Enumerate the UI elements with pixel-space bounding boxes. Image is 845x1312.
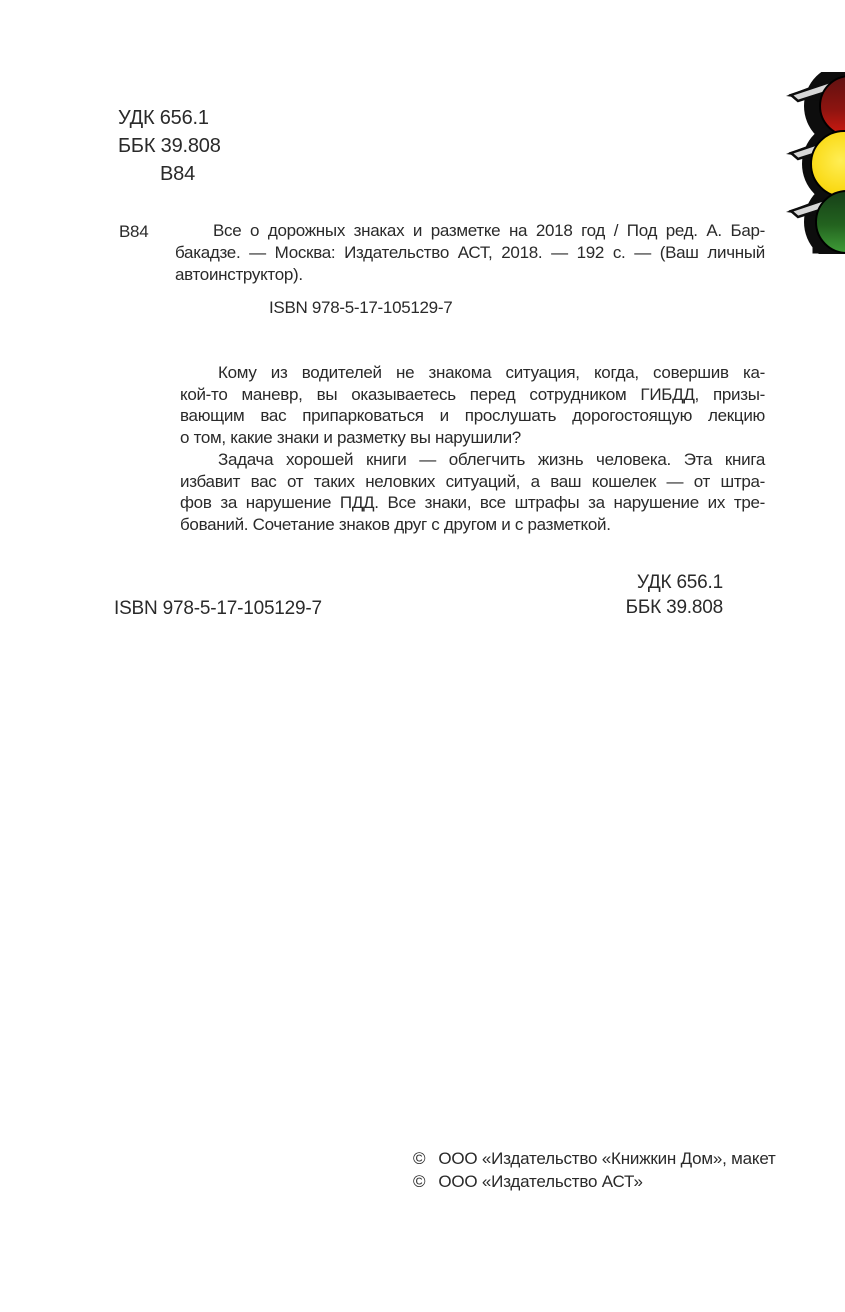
biblio-author-sign: В84 (119, 222, 149, 241)
bibliographic-entry (119, 220, 765, 319)
copyright-block (413, 1148, 776, 1193)
annotation-line: вающим вас припарковаться и прослушать дорогостоящую лекцию (180, 406, 765, 426)
bbk-code: ББК 39.808 (118, 135, 221, 157)
biblio-line: автоинструктор). (175, 265, 303, 284)
copyright-text: ООО «Издательство «Книжкин Дом», макет (438, 1149, 776, 1168)
annotation-line: избавит вас от таких неловких ситуаций, а ваш кошелек — от штра- (180, 471, 765, 491)
biblio-text (175, 220, 765, 319)
top-codes-block (118, 104, 221, 188)
author-sign-code: В84 (160, 163, 195, 185)
copyright-line (413, 1171, 776, 1194)
annotation-line: бований. Сочетание знаков друг с другом и с разметкой. (180, 514, 611, 534)
copyright-line (413, 1148, 776, 1171)
biblio-isbn: ISBN 978-5-17-105129-7 (269, 298, 453, 317)
biblio-line: Все о дорожных знаках и разметке на 2018 год / Под ред. А. Бар- (213, 221, 765, 240)
bottom-bbk-code: ББК 39.808 (625, 597, 723, 618)
annotation-paragraph-1 (180, 362, 765, 449)
annotation-paragraph-2 (180, 449, 765, 536)
bottom-codes-block (626, 570, 723, 620)
copyright-symbol: © (413, 1171, 426, 1191)
biblio-line: бакадзе. — Москва: Издательство АСТ, 2018. — 192 с. — (Ваш личный (175, 243, 765, 262)
annotation-line: фов за нарушение ПДД. Все знаки, все штрафы за нарушение их тре- (180, 493, 765, 513)
udk-code: УДК 656.1 (118, 107, 209, 129)
annotation-block (180, 362, 765, 536)
annotation-line: кой-то маневр, вы оказываетесь перед сотрудником ГИБДД, призы- (180, 384, 765, 404)
annotation-line: о том, какие знаки и разметку вы нарушили? (180, 428, 521, 448)
copyright-text: ООО «Издательство АСТ» (438, 1171, 643, 1191)
bottom-udk-code: УДК 656.1 (636, 572, 723, 593)
annotation-line: Кому из водителей не знакома ситуация, когда, совершив ка- (218, 363, 765, 382)
annotation-line: Задача хорошей книги — облегчить жизнь человека. Эта книга (218, 449, 765, 469)
copyright-symbol: © (413, 1149, 426, 1168)
traffic-light-image (786, 72, 845, 254)
isbn-line: ISBN 978-5-17-105129-7 (114, 598, 322, 619)
